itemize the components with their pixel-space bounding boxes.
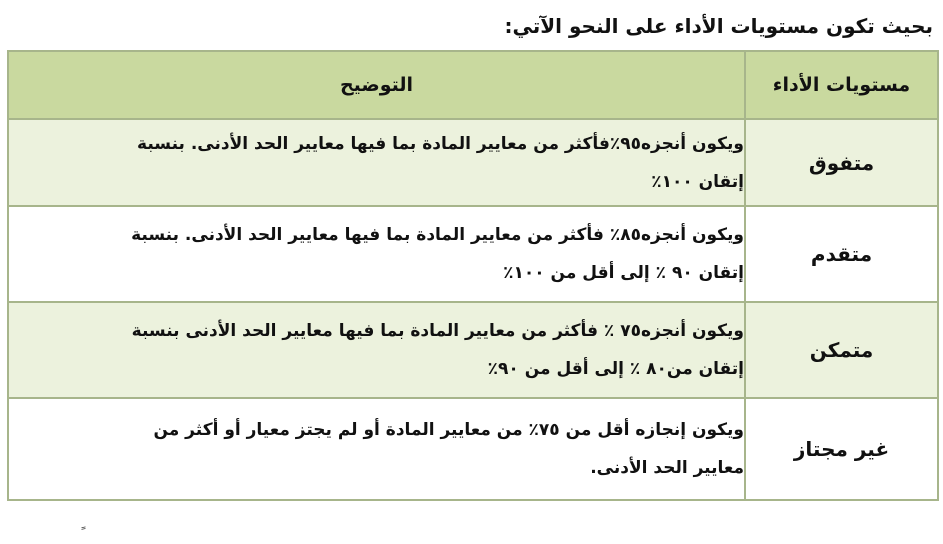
- level-description: [8, 206, 745, 302]
- level-name: متمكن: [745, 302, 938, 398]
- level-description: [8, 302, 745, 398]
- description-line: ويكون إنجازه أقل من ٧٥٪ من معايير المادة أو لم يجتز معيار أو أكثر من: [153, 420, 744, 440]
- description-line: ويكون أنجزه٩٥٪فأكثر من معايير المادة بما فيها معايير الحد الأدنى. بنسبة: [137, 133, 744, 154]
- header-performance-level: مستويات الأداء: [745, 51, 938, 119]
- table-row: [8, 398, 938, 500]
- table-header-row: [8, 51, 938, 119]
- description-line: إتقان ٩٠ ٪ إلى أقل من ١٠٠٪: [503, 263, 744, 283]
- table-row: [8, 206, 938, 302]
- description-line: إتقان ١٠٠٪: [651, 171, 744, 192]
- level-name: متفوق: [745, 119, 938, 206]
- table-row: [8, 119, 938, 206]
- header-description: التوضيح: [8, 51, 745, 119]
- description-line: معايير الحد الأدنى.: [590, 458, 744, 478]
- level-name: غير مجتاز: [745, 398, 938, 500]
- description-line: ويكون أنجزه٨٥٪ فأكثر من معايير المادة بما فيها معايير الحد الأدنى. بنسبة: [131, 225, 744, 245]
- intro-text: بحيث تكون مستويات الأداء على النحو الآتي:: [504, 14, 933, 38]
- level-name: متقدم: [745, 206, 938, 302]
- table-row: [8, 302, 938, 398]
- performance-levels-table: [7, 50, 939, 501]
- level-description: [8, 119, 745, 206]
- description-line: إتقان من٨٠ ٪ إلى أقل من ٩٠٪: [487, 359, 744, 379]
- level-description: [8, 398, 745, 500]
- description-line: ويكون أنجزه٧٥ ٪ فأكثر من معايير المادة بما فيها معايير الحد الأدنى بنسبة: [131, 321, 744, 341]
